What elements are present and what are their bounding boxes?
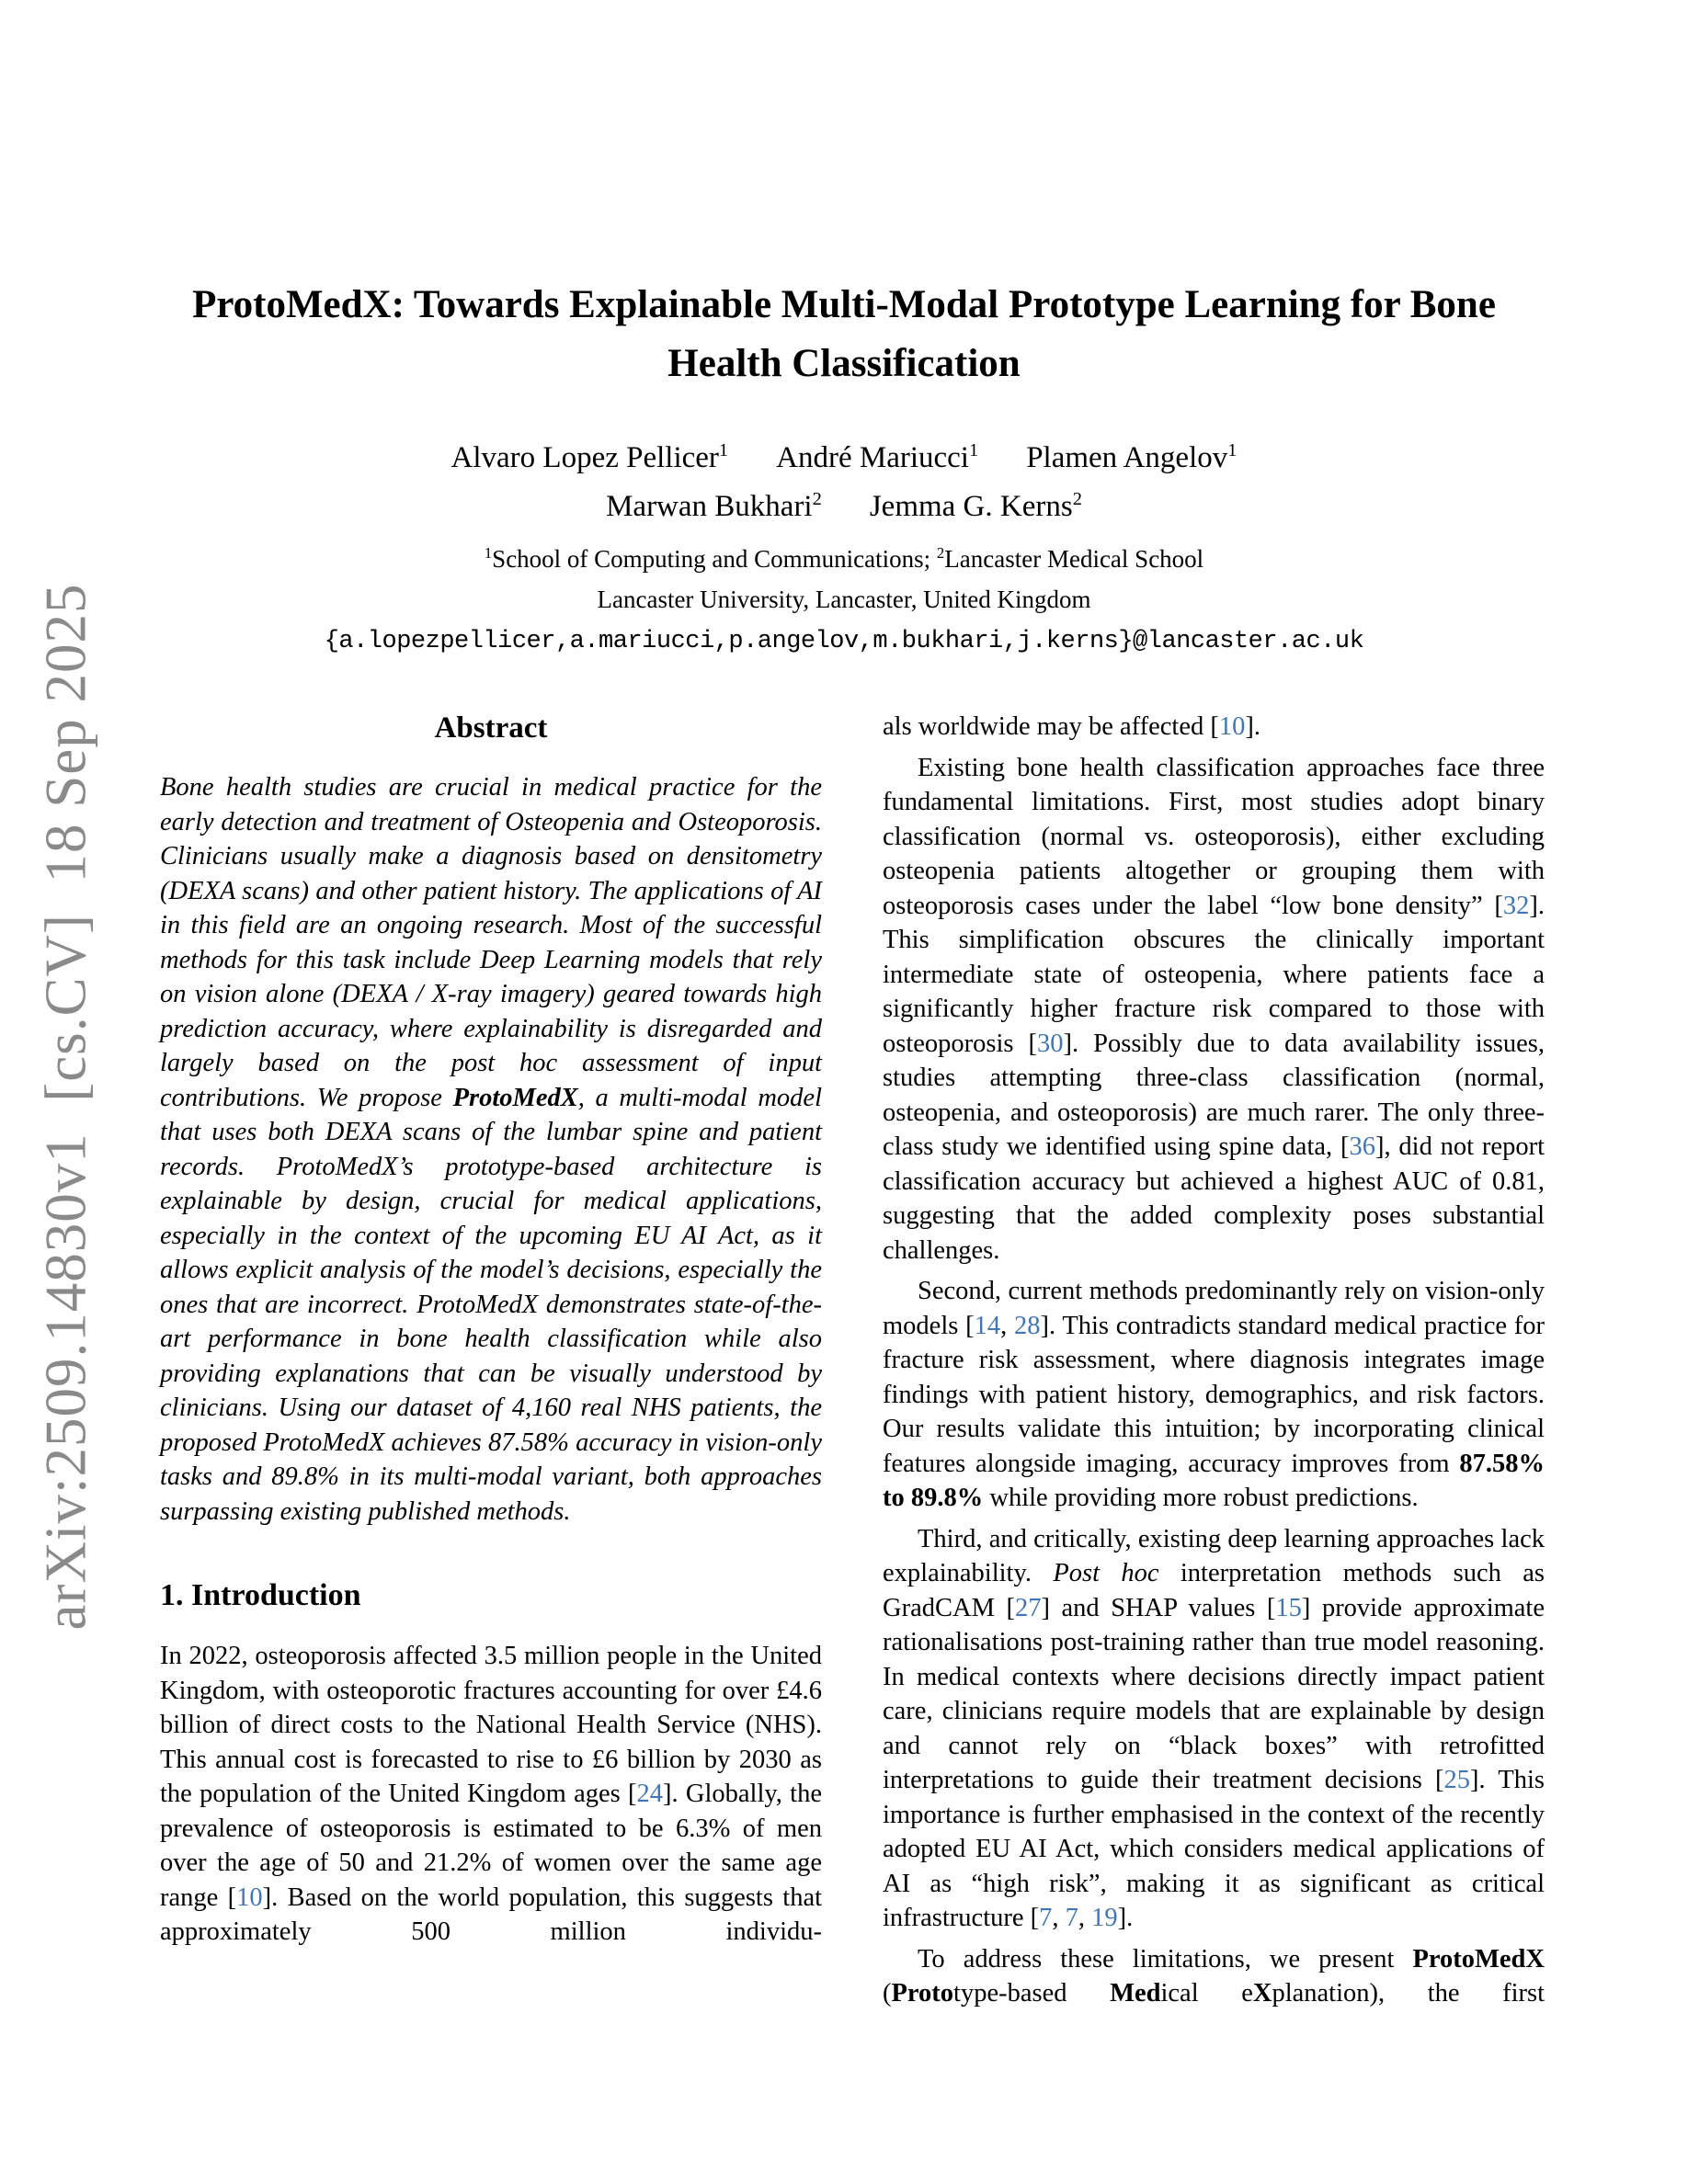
citation-link[interactable]: 7 [1065, 1904, 1078, 1932]
paper-header [0, 276, 1688, 661]
text-run: ] and SHAP values [ [1041, 1593, 1276, 1622]
superscript-marker: 2 [936, 544, 945, 562]
text-run: , [1052, 1904, 1066, 1932]
introduction-heading: 1. Introduction [160, 1578, 361, 1612]
citation-link[interactable]: 7 [1039, 1904, 1053, 1932]
paper-title [0, 276, 1688, 393]
text-run: interpretation methods such as GradCAM [ [883, 1559, 1545, 1622]
introduction-paragraph [160, 1639, 822, 1950]
paper-title-line-2: Health Classification [667, 342, 1021, 385]
text-run: Jemma G. Kerns [869, 490, 1073, 523]
paragraph-third [883, 1522, 1545, 1936]
text-run: , a multi-modal model that uses both DEXA scans of the lumbar spine and patient records. ProtoMedX’s prototype-based architecture is explainable by design, crucial for medical applications, especially in the context of the upcoming EU AI Act, as it allows explicit analysis of the model’s decisions, especially the ones that are incorrect. ProtoMedX demonstrates state-of-the-art performance in bone health classification while also providing explanations that can be visually understood by clinicians. Using our dataset of 4,160 real NHS patients, the proposed ProtoMedX achieves 87.58% accuracy in vision-only tasks and 89.8% in its multi-modal variant, both approaches surpassing existing published methods. [160, 1083, 822, 1526]
text-run: ]. Globally, the prevalence of osteoporosis is estimated to be 6.3% of men over the age of 50 and 21.2% of women over the same age range [ [160, 1780, 822, 1912]
text-run: , [1000, 1311, 1014, 1340]
bold-text: 87.58% to 89.8% [883, 1449, 1545, 1512]
left-column [160, 710, 822, 2011]
text-run: Second, current methods predominantly rely on vision-only models [ [883, 1277, 1545, 1340]
text-run: School of Computing and Communications; [492, 545, 937, 573]
text-run: ]. Possibly due to data availability issues, studies attempting three-class classification (normal, osteopenia, and osteoporosis) are much rarer. The only three-class study we identified using spine data, [ [883, 1029, 1545, 1161]
text-run: ]. This contradicts standard medical practice for fracture risk assessment, where diagnosis integrates image findings with patient history, demographics, and risk factors. Our results validate this intuition; by incorporating clinical features alongside imaging, accuracy improves from [883, 1311, 1545, 1478]
text-run: To address these limitations, we present [918, 1944, 1413, 1974]
text-run: type-based [953, 1979, 1111, 2008]
paragraph-to-address [883, 1942, 1545, 2011]
superscript-marker: 1 [1227, 440, 1237, 461]
paragraph-limitations [883, 751, 1545, 1268]
text-run: Bone health studies are crucial in medical practice for the early detection and treatment of Osteopenia and Osteoporosis. Clinicians usually make a diagnosis based on densitometry (DEXA scans) and other patient history. The applications of AI in this field are an ongoing research. Most of the successful methods for this task include Deep Learning models that rely on vision alone (DEXA / X-ray imagery) geared towards high prediction accuracy, where explainability is disregarded and largely based on the post hoc assessment of input contributions. We propose [160, 773, 822, 1112]
citation-link[interactable]: 25 [1443, 1766, 1471, 1794]
text-run: ], did not report classification accuracy but achieved a highest AUC of 0.81, suggesting that the added complexity poses substantial challenges. [883, 1132, 1545, 1265]
italic-text: Post hoc [1053, 1559, 1159, 1587]
bold-text: Med [1110, 1979, 1161, 2008]
text-run: ( [883, 1979, 892, 2008]
text-run: In 2022, osteoporosis affected 3.5 million people in the United Kingdom, with osteoporotic fractures accounting for over £4.6 billion of direct costs to the National Health Service (NHS). This annual cost is forecasted to rise to £6 billion by 2030 as the population of the United Kingdom ages [ [160, 1642, 822, 1808]
two-column-body [160, 710, 1545, 2011]
citation-link[interactable]: 32 [1502, 891, 1530, 920]
text-run: als worldwide may be affected [ [883, 712, 1219, 741]
author-row-1 [0, 434, 1688, 483]
superscript-marker: 1 [968, 440, 979, 461]
citation-link[interactable]: 24 [636, 1780, 664, 1808]
text-run: ]. This importance is further emphasised in the context of the recently adopted EU AI Act, which considers medical applications of AI as “high risk”, making it as significant as critical infrastructure [ [883, 1766, 1545, 1932]
text-run: ]. Based on the world population, this suggests that approximately 500 million individu- [160, 1883, 823, 1946]
text-run: ]. This simplification obscures the clinically important intermediate state of osteopenia, where patients face a significantly higher fracture risk compared to those with osteoporosis [ [883, 891, 1545, 1058]
superscript-marker: 2 [812, 489, 822, 509]
citation-link[interactable]: 30 [1037, 1029, 1064, 1058]
text-run: Alvaro Lopez Pellicer [451, 441, 719, 474]
text-run: Lancaster Medical School [944, 545, 1204, 573]
abstract-text [160, 770, 822, 1529]
text-run: Existing bone health classification approaches face three fundamental limitations. First, most studies adopt binary classification (normal vs. osteoporosis), either excluding osteopenia patients altogether or grouping them with osteoporosis cases under the label “low bone density” [ [883, 753, 1545, 920]
text-run: Third, and critically, existing deep learning approaches lack explainability. [883, 1524, 1545, 1587]
right-column [883, 710, 1545, 2011]
superscript-marker: 1 [484, 544, 493, 562]
university-line: Lancaster University, Lancaster, United Kingdom [597, 586, 1091, 613]
author-row-2 [0, 483, 1688, 531]
citation-link[interactable]: 15 [1275, 1593, 1302, 1622]
paper-title-line-1: ProtoMedX: Towards Explainable Multi-Modal Prototype Learning for Bone [192, 283, 1496, 326]
text-run: Plamen Angelov [1026, 441, 1228, 474]
text-run: ical e [1160, 1979, 1253, 2008]
citation-link[interactable]: 14 [974, 1311, 1001, 1340]
paragraph-continuation [883, 710, 1545, 745]
citation-link[interactable]: 19 [1091, 1904, 1118, 1932]
bold-text: ProtoMedX [452, 1083, 578, 1112]
arxiv-watermark: arXiv:2509.14830v1 [cs.CV] 18 Sep 2025 [33, 583, 98, 1631]
text-run: planation), the first [1272, 1979, 1545, 2008]
abstract-heading: Abstract [434, 711, 548, 745]
citation-link[interactable]: 27 [1014, 1593, 1042, 1622]
text-run: , [1078, 1904, 1092, 1932]
text-run: ]. [1245, 712, 1260, 741]
email-line: {a.lopezpellicer,a.mariucci,p.angelov,m.bukhari,j.kerns}@lancaster.ac.uk [324, 628, 1364, 655]
paragraph-second [883, 1274, 1545, 1516]
citation-link[interactable]: 10 [236, 1883, 263, 1912]
superscript-marker: 1 [718, 440, 729, 461]
affiliations-line [0, 539, 1688, 579]
text-run: while providing more robust predictions. [983, 1484, 1419, 1512]
citation-link[interactable]: 10 [1218, 712, 1246, 741]
bold-text: ProtoMedX [1412, 1944, 1545, 1974]
citation-link[interactable]: 28 [1013, 1311, 1041, 1340]
bold-text: X [1252, 1979, 1272, 2008]
bold-text: Proto [891, 1979, 954, 2008]
superscript-marker: 2 [1072, 489, 1082, 509]
text-run: André Mariucci [776, 441, 969, 474]
citation-link[interactable]: 36 [1349, 1132, 1375, 1161]
text-run: Marwan Bukhari [606, 490, 813, 523]
text-run: ] provide approximate rationalisations post-training rather than true model reasoning. In medical contexts where decisions directly impact patient care, clinicians require models that are explainable by design and cannot rely on “black boxes” with retrofitted interpretations to guide their treatment decisions [ [883, 1593, 1545, 1794]
text-run: ]. [1117, 1904, 1134, 1932]
